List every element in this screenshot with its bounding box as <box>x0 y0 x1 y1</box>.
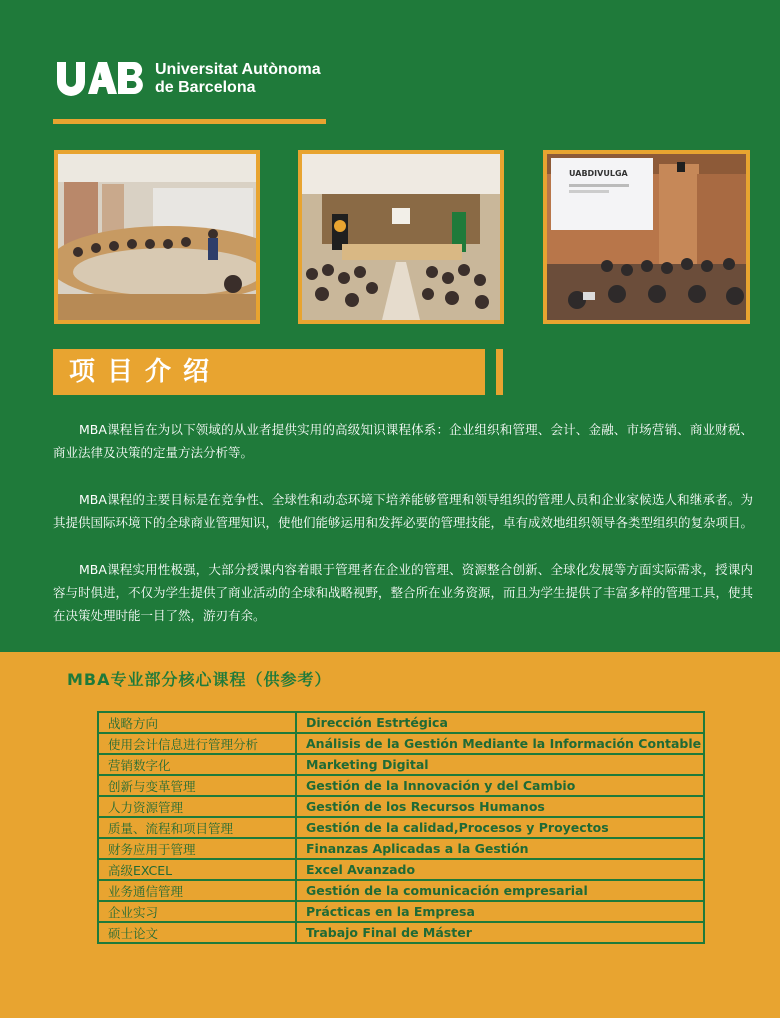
intro-paragraph: MBA课程旨在为以下领域的从业者提供实用的高级知识课程体系：企业组织和管理、会计、金融、市场营销、商业财税、商业法律及决策的定量方法分析等。 <box>53 422 753 460</box>
course-es: Prácticas en la Empresa <box>296 901 704 922</box>
classroom-photo <box>54 150 260 324</box>
course-zh: 营销数字化 <box>98 754 296 775</box>
table-row <box>98 922 704 943</box>
logo-line-2: de Barcelona <box>155 79 256 96</box>
course-zh: 财务应用于管理 <box>98 838 296 859</box>
course-es: Trabajo Final de Máster <box>296 922 704 943</box>
course-es: Marketing Digital <box>296 754 704 775</box>
logo-line-1: Universitat Autònoma <box>155 61 321 78</box>
course-zh: 高级EXCEL <box>98 859 296 880</box>
lecture-photo <box>543 150 750 324</box>
course-zh: 使用会计信息进行管理分析 <box>98 733 296 754</box>
uab-logo-mark <box>55 60 147 96</box>
course-zh: 创新与变革管理 <box>98 775 296 796</box>
course-es: Finanzas Aplicadas a la Gestión <box>296 838 704 859</box>
table-row <box>98 838 704 859</box>
intro-paragraph: MBA课程的主要目标是在竞争性、全球性和动态环境下培养能够管理和领导组织的管理人员和企业家候选人和继承者。为其提供国际环境下的全球商业管理知识，使他们能够运用和发挥必要的管理技能，卓有成效地组织领导各类型组织的复杂项目。 <box>53 492 754 530</box>
table-row <box>98 754 704 775</box>
course-es: Gestión de la comunicación empresarial <box>296 880 704 901</box>
banner-accent-bar <box>496 349 503 395</box>
table-row <box>98 880 704 901</box>
course-zh: 人力资源管理 <box>98 796 296 817</box>
table-row <box>98 733 704 754</box>
courses-title: MBA专业部分核心课程（供参考） <box>67 670 332 689</box>
auditorium-photo <box>298 150 504 324</box>
table-row <box>98 859 704 880</box>
table-row <box>98 712 704 733</box>
logo-divider <box>53 119 326 124</box>
screen-title: UABDIVULGA <box>569 169 628 178</box>
course-es: Gestión de la calidad,Procesos y Proyectos <box>296 817 704 838</box>
course-es: Excel Avanzado <box>296 859 704 880</box>
course-zh: 业务通信管理 <box>98 880 296 901</box>
table-row <box>98 796 704 817</box>
course-zh: 企业实习 <box>98 901 296 922</box>
course-es: Análisis de la Gestión Mediante la Información Contable <box>296 733 704 754</box>
section-title-banner: 项目介绍 <box>53 349 485 395</box>
course-es: Gestión de los Recursos Humanos <box>296 796 704 817</box>
course-es: Gestión de la Innovación y del Cambio <box>296 775 704 796</box>
table-row <box>98 901 704 922</box>
course-zh: 硕士论文 <box>98 922 296 943</box>
table-row <box>98 775 704 796</box>
intro-text <box>53 418 753 651</box>
course-es: Dirección Estrtégica <box>296 712 704 733</box>
course-zh: 质量、流程和项目管理 <box>98 817 296 838</box>
course-zh: 战略方向 <box>98 712 296 733</box>
table-row <box>98 817 704 838</box>
intro-paragraph: MBA课程实用性极强，大部分授课内容着眼于管理者在企业的管理、资源整合创新、全球化发展等方面实际需求，授课内容与时俱进，不仅为学生提供了商业活动的全球和战略视野，整合所在业务资源，而且为学生提供了丰富多样的管理工具，使其在决策处理时能一目了然，游刃有余。 <box>53 562 754 623</box>
course-table <box>97 711 705 944</box>
